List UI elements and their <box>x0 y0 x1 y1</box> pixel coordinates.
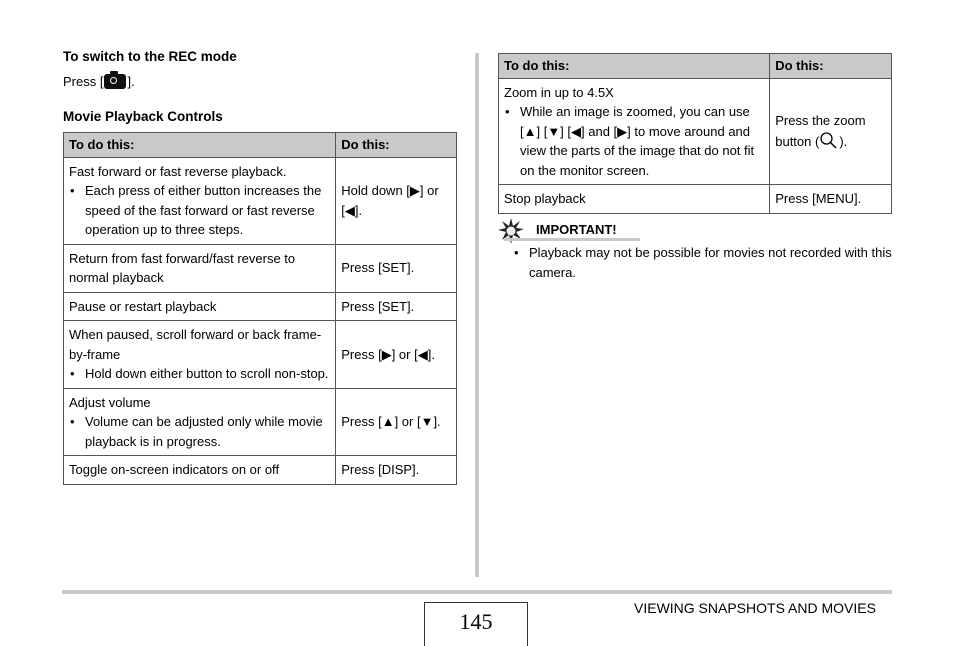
zoom-controls-table <box>498 53 892 214</box>
do-cell: Press [SET]. <box>336 244 457 292</box>
note-list <box>69 181 330 240</box>
action-cell <box>64 292 336 321</box>
rec-press-text: Press [ <box>63 74 104 89</box>
action-text: Toggle on-screen indicators on or off <box>69 462 280 477</box>
do-cell <box>770 78 892 185</box>
rec-press-close: ]. <box>127 74 135 89</box>
column-header-do: Do this: <box>336 133 457 158</box>
action-cell <box>499 185 770 214</box>
important-list <box>513 243 909 282</box>
table-row <box>64 244 457 292</box>
movie-playback-heading: Movie Playback Controls <box>63 109 223 124</box>
action-text: Fast forward or fast reverse playback. <box>69 163 287 179</box>
footer-divider <box>62 590 892 594</box>
do-cell: Press [DISP]. <box>336 456 457 485</box>
magnifier-icon <box>819 131 839 149</box>
column-header-do: Do this: <box>770 54 892 79</box>
do-cell: Press [▲] or [▼]. <box>336 388 457 456</box>
note-list <box>504 102 764 180</box>
zoom-instruction-close: ). <box>839 133 848 149</box>
table-row <box>64 321 457 389</box>
action-text: Pause or restart playback <box>69 298 217 314</box>
rec-mode-instruction <box>63 74 135 89</box>
column-header-action: To do this: <box>499 54 770 79</box>
page-number: 145 <box>424 602 528 646</box>
action-cell <box>64 388 336 456</box>
important-note: • Playback may not be possible for movies not recorded with this camera. <box>529 243 909 282</box>
action-text: When paused, scroll forward or back frame-by-frame <box>69 327 322 362</box>
do-cell: Press [▶] or [◀]. <box>336 321 457 389</box>
column-header-action: To do this: <box>64 133 336 158</box>
action-text: Return from fast forward/fast reverse to normal playback <box>69 250 296 285</box>
note-list <box>69 364 330 384</box>
action-cell <box>499 78 770 185</box>
table-row <box>499 78 892 185</box>
action-cell <box>64 244 336 292</box>
important-underline <box>504 238 640 241</box>
do-cell: Press [SET]. <box>336 292 457 321</box>
table-row <box>64 388 457 456</box>
note-item: • While an image is zoomed, you can use [▲] [▼] [◀] and [▶] to move around and view the parts of the image that do not fit on the monitor screen. <box>520 102 764 180</box>
note-item: • Volume can be adjusted only while movie playback is in progress. <box>85 412 330 451</box>
action-cell <box>64 456 336 485</box>
movie-controls-table <box>63 132 457 485</box>
zoom-instruction: Press the zoom button ( <box>775 113 866 149</box>
rec-mode-heading: To switch to the REC mode <box>63 49 237 64</box>
action-text: Stop playback <box>504 191 586 206</box>
action-cell <box>64 157 336 244</box>
table-header-row <box>64 133 457 158</box>
table-row <box>64 292 457 321</box>
column-divider <box>475 53 479 577</box>
action-text: Zoom in up to 4.5X <box>504 84 614 100</box>
note-item: • Hold down either button to scroll non-stop. <box>85 364 330 384</box>
note-list <box>69 412 330 451</box>
table-row <box>499 185 892 214</box>
note-item: • Each press of either button increases the speed of the fast forward or fast reverse operation up to three steps. <box>85 181 330 240</box>
table-row <box>64 456 457 485</box>
section-title: VIEWING SNAPSHOTS AND MOVIES <box>634 600 876 616</box>
table-header-row <box>499 54 892 79</box>
action-text: Adjust volume <box>69 394 151 410</box>
table-row <box>64 157 457 244</box>
camera-icon <box>104 74 126 89</box>
do-cell: Press [MENU]. <box>770 185 892 214</box>
do-cell: Hold down [▶] or [◀]. <box>336 157 457 244</box>
important-label: IMPORTANT! <box>536 222 617 237</box>
action-cell <box>64 321 336 389</box>
